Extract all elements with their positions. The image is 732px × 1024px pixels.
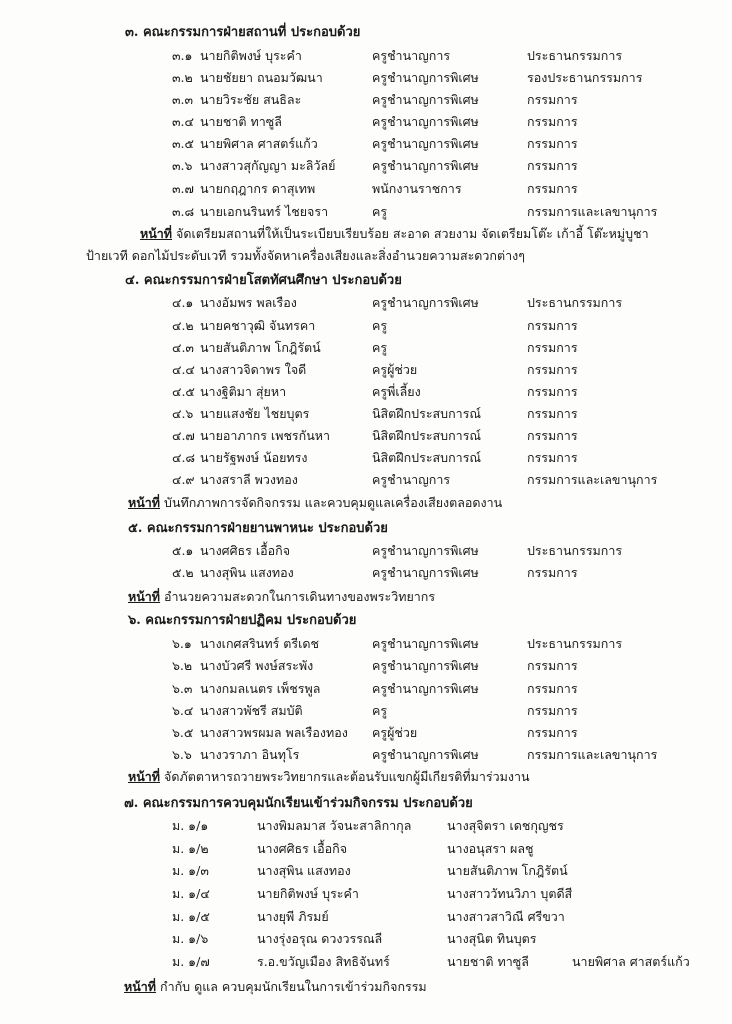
member-position: ครู bbox=[372, 703, 388, 718]
member-role: กรรมการและเลขานุการ bbox=[527, 472, 658, 487]
member-position: ครู bbox=[372, 318, 388, 333]
member-no: ๔.๓ bbox=[172, 340, 194, 355]
member-no: ๓.๔ bbox=[172, 114, 194, 129]
member-name: นางฐิติมา สุ่ยหา bbox=[200, 384, 287, 399]
member-no: ๓.๑ bbox=[172, 48, 193, 63]
member-role: กรรมการ bbox=[527, 318, 578, 333]
class-label: ม. ๑/๔ bbox=[172, 886, 210, 901]
member-name: นางสุพิน แสงทอง bbox=[200, 565, 294, 580]
section-4-heading: ๔. คณะกรรมการฝ่ายโสตทัศนศึกษา ประกอบด้วย bbox=[125, 273, 402, 288]
member-role: กรรมการ bbox=[527, 362, 578, 377]
duty-text: จัดเตรียมสถานที่ให้เป็นระเบียบเรียบร้อย สะอาด สวยงาม จัดเตรียมโต๊ะ เก้าอี้ โต๊ะหมู่บูชา bbox=[176, 226, 649, 241]
member-name: นายแสงชัย ไชยบุตร bbox=[200, 406, 310, 421]
member-role: กรรมการ bbox=[527, 340, 578, 355]
member-name: นายคชาวุฒิ จันทรคา bbox=[200, 318, 316, 333]
section-7-heading: ๗. คณะกรรมการควบคุมนักเรียนเข้าร่วมกิจกรรม ประกอบด้วย bbox=[124, 796, 473, 811]
duty-text: จัดภัตตาหารถวายพระวิทยากรและต้อนรับแขกผู้มีเกียรติที่มาร่วมงาน bbox=[164, 769, 530, 784]
teacher-a: นางสุพิน แสงทอง bbox=[257, 863, 351, 878]
member-position: ครูชำนาญการพิเศษ bbox=[372, 136, 479, 151]
member-no: ๔.๑ bbox=[172, 295, 194, 310]
member-no: ๔.๔ bbox=[172, 362, 195, 377]
member-no: ๓.๕ bbox=[172, 136, 194, 151]
teacher-b: นางสาววัทนวิภา บุตดีสี bbox=[447, 886, 573, 901]
member-name: นายสันติภาพ โกฎิรัตน์ bbox=[200, 340, 321, 355]
teacher-b: นายชาติ ทาซูลี bbox=[447, 954, 529, 969]
member-no: ๓.๖ bbox=[172, 158, 193, 173]
member-no: ๖.๕ bbox=[172, 725, 194, 740]
class-label: ม. ๑/๑ bbox=[172, 818, 209, 833]
class-label: ม. ๑/๖ bbox=[172, 931, 209, 946]
member-role: ประธานกรรมการ bbox=[527, 636, 623, 651]
member-name: นางสาวพรผมล พลเรืองทอง bbox=[200, 725, 348, 740]
member-no: ๓.๓ bbox=[172, 92, 194, 107]
member-no: ๕.๑ bbox=[172, 543, 194, 558]
member-role: กรรมการ bbox=[527, 450, 578, 465]
member-position: ครูชำนาญการพิเศษ bbox=[372, 543, 479, 558]
teacher-b: นางอนุสรา ผลชู bbox=[447, 841, 534, 856]
duty-label: หน้าที่ bbox=[128, 589, 161, 604]
member-name: นางสราลี พวงทอง bbox=[200, 472, 298, 487]
section-6-duty bbox=[128, 768, 530, 786]
member-name: นางวราภา อินทุโร bbox=[200, 747, 300, 762]
member-position: ครูผู้ช่วย bbox=[372, 362, 418, 377]
teacher-a: นางยุพี ภิรมย์ bbox=[257, 909, 329, 924]
member-position: ครูชำนาญการพิเศษ bbox=[372, 565, 479, 580]
section-6-heading: ๖. คณะกรรมการฝ่ายปฏิคม ประกอบด้วย bbox=[128, 613, 357, 628]
duty-text: อำนวยความสะดวกในการเดินทางของพระวิทยากร bbox=[164, 589, 436, 604]
duty-label: หน้าที่ bbox=[128, 495, 161, 510]
section-5-duty bbox=[128, 588, 435, 606]
member-name: นายอาภากร เพชรกันหา bbox=[200, 428, 331, 443]
class-label: ม. ๑/๓ bbox=[172, 863, 209, 878]
member-role: กรรมการ bbox=[527, 406, 578, 421]
member-role: ประธานกรรมการ bbox=[527, 543, 623, 558]
member-role: กรรมการ bbox=[527, 681, 578, 696]
member-name: นายกฤฎากร ดาสุเทพ bbox=[200, 181, 316, 196]
member-position: นิสิตฝึกประสบการณ์ bbox=[372, 406, 482, 421]
member-role: กรรมการ bbox=[527, 384, 578, 399]
member-role: กรรมการและเลขานุการ bbox=[527, 204, 658, 219]
member-no: ๔.๙ bbox=[172, 472, 195, 487]
member-role: กรรมการและเลขานุการ bbox=[527, 747, 658, 762]
member-no: ๖.๔ bbox=[172, 703, 194, 718]
member-no: ๖.๖ bbox=[172, 747, 192, 762]
section-7-duty bbox=[124, 978, 427, 996]
teacher-c: นายพิศาล ศาสตร์แก้ว bbox=[572, 954, 690, 969]
member-position: ครู bbox=[372, 340, 388, 355]
member-no: ๖.๒ bbox=[172, 658, 193, 673]
member-name: นางบัวศรี พงษ์สระพัง bbox=[200, 658, 314, 673]
member-no: ๖.๑ bbox=[172, 636, 192, 651]
member-role: กรรมการ bbox=[527, 114, 578, 129]
section-5-heading: ๕. คณะกรรมการฝ่ายยานพาหนะ ประกอบด้วย bbox=[128, 521, 388, 536]
member-name: นางสาวสุกัญญา มะลิวัลย์ bbox=[200, 158, 336, 173]
member-name: นายชาติ ทาซูลี bbox=[200, 114, 282, 129]
member-role: ประธานกรรมการ bbox=[527, 295, 623, 310]
member-role: กรรมการ bbox=[527, 136, 578, 151]
member-role: ประธานกรรมการ bbox=[527, 48, 623, 63]
member-role: กรรมการ bbox=[527, 181, 578, 196]
duty-label: หน้าที่ bbox=[140, 226, 173, 241]
member-no: ๓.๗ bbox=[172, 181, 194, 196]
teacher-a: นายกิติพงษ์ บุระคำ bbox=[257, 886, 359, 901]
member-no: ๔.๒ bbox=[172, 318, 194, 333]
member-position: ครูผู้ช่วย bbox=[372, 725, 418, 740]
duty-text: กำกับ ดูแล ควบคุมนักเรียนในการเข้าร่วมกิจกรรม bbox=[160, 979, 427, 994]
member-name: นายวิระชัย สนธิละ bbox=[200, 92, 302, 107]
member-name: นางกมลเนตร เพ็ชรพูล bbox=[200, 681, 321, 696]
teacher-b: นายสันติภาพ โกฎิรัตน์ bbox=[447, 863, 568, 878]
member-no: ๓.๘ bbox=[172, 204, 195, 219]
member-position: ครูชำนาญการพิเศษ bbox=[372, 70, 479, 85]
member-position: ครู bbox=[372, 204, 388, 219]
member-position: นิสิตฝึกประสบการณ์ bbox=[372, 450, 482, 465]
member-position: ครูชำนาญการ bbox=[372, 472, 451, 487]
member-name: นางศศิธร เอื้อกิจ bbox=[200, 543, 291, 558]
class-label: ม. ๑/๕ bbox=[172, 909, 210, 924]
member-name: นายเอกนรินทร์ ไชยจรา bbox=[200, 204, 329, 219]
member-role: กรรมการ bbox=[527, 158, 578, 173]
member-name: นายพิศาล ศาสตร์แก้ว bbox=[200, 136, 318, 151]
member-role: กรรมการ bbox=[527, 565, 578, 580]
member-position: พนักงานราชการ bbox=[372, 181, 462, 196]
member-name: นางสาวพัชรี สมบัติ bbox=[200, 703, 303, 718]
duty-text: บันทึกภาพการจัดกิจกรรม และควบคุมดูแลเครื่องเสียงตลอดงาน bbox=[164, 495, 503, 510]
section-3-heading: ๓. คณะกรรมการฝ่ายสถานที่ ประกอบด้วย bbox=[125, 25, 361, 40]
member-no: ๕.๒ bbox=[172, 565, 194, 580]
member-role: กรรมการ bbox=[527, 92, 578, 107]
teacher-a: นางรุ่งอรุณ ดวงวรรณลี bbox=[257, 931, 383, 946]
member-role: รองประธานกรรมการ bbox=[527, 70, 643, 85]
class-label: ม. ๑/๗ bbox=[172, 954, 210, 969]
member-position: ครูชำนาญการพิเศษ bbox=[372, 636, 479, 651]
member-no: ๖.๓ bbox=[172, 681, 193, 696]
teacher-a: ร.อ.ขวัญเมือง สิทธิจันทร์ bbox=[257, 954, 390, 969]
member-position: ครูชำนาญการพิเศษ bbox=[372, 158, 479, 173]
member-name: นายชัยยา ถนอมวัฒนา bbox=[200, 70, 323, 85]
member-no: ๓.๒ bbox=[172, 70, 193, 85]
member-position: ครูชำนาญการ bbox=[372, 48, 451, 63]
duty-label: หน้าที่ bbox=[128, 769, 161, 784]
member-name: นางอัมพร พลเรือง bbox=[200, 295, 297, 310]
member-position: ครูชำนาญการพิเศษ bbox=[372, 295, 479, 310]
teacher-b: นางสุจิตรา เดชกุญชร bbox=[447, 818, 564, 833]
teacher-b: นางสาวสาวิณี ศรีขวา bbox=[447, 909, 565, 924]
member-role: กรรมการ bbox=[527, 428, 578, 443]
member-role: กรรมการ bbox=[527, 703, 578, 718]
member-position: ครูพี่เลี้ยง bbox=[372, 384, 421, 399]
member-name: นายกิติพงษ์ บุระคำ bbox=[200, 48, 302, 63]
section-4-duty bbox=[128, 494, 502, 512]
member-position: ครูชำนาญการพิเศษ bbox=[372, 747, 479, 762]
member-no: ๔.๖ bbox=[172, 406, 194, 421]
member-position: ครูชำนาญการพิเศษ bbox=[372, 681, 479, 696]
class-label: ม. ๑/๒ bbox=[172, 841, 209, 856]
member-name: นางสาวจิดาพร ใจดี bbox=[200, 362, 307, 377]
teacher-a: นางพิมลมาส วัจนะสาลิกากุล bbox=[257, 818, 412, 833]
section-3-duty-cont: ป้ายเวที ดอกไม้ประดับเวที รวมทั้งจัดหาเครื่องเสียงและสิ่งอำนวยความสะดวกต่างๆ bbox=[86, 248, 525, 263]
member-no: ๔.๕ bbox=[172, 384, 195, 399]
member-no: ๔.๘ bbox=[172, 450, 196, 465]
duty-label: หน้าที่ bbox=[124, 979, 157, 994]
member-position: ครูชำนาญการพิเศษ bbox=[372, 92, 479, 107]
member-name: นางเกศสรินทร์ ตรีเดช bbox=[200, 636, 319, 651]
member-name: นายรัฐพงษ์ น้อยทรง bbox=[200, 450, 308, 465]
member-position: ครูชำนาญการพิเศษ bbox=[372, 114, 479, 129]
teacher-a: นางศศิธร เอื้อกิจ bbox=[257, 841, 348, 856]
member-position: ครูชำนาญการพิเศษ bbox=[372, 658, 479, 673]
teacher-b: นางสุนิต ทินบุตร bbox=[447, 931, 537, 946]
member-role: กรรมการ bbox=[527, 725, 578, 740]
section-3-duty bbox=[140, 225, 649, 243]
member-position: นิสิตฝึกประสบการณ์ bbox=[372, 428, 482, 443]
member-no: ๔.๗ bbox=[172, 428, 195, 443]
member-role: กรรมการ bbox=[527, 658, 578, 673]
